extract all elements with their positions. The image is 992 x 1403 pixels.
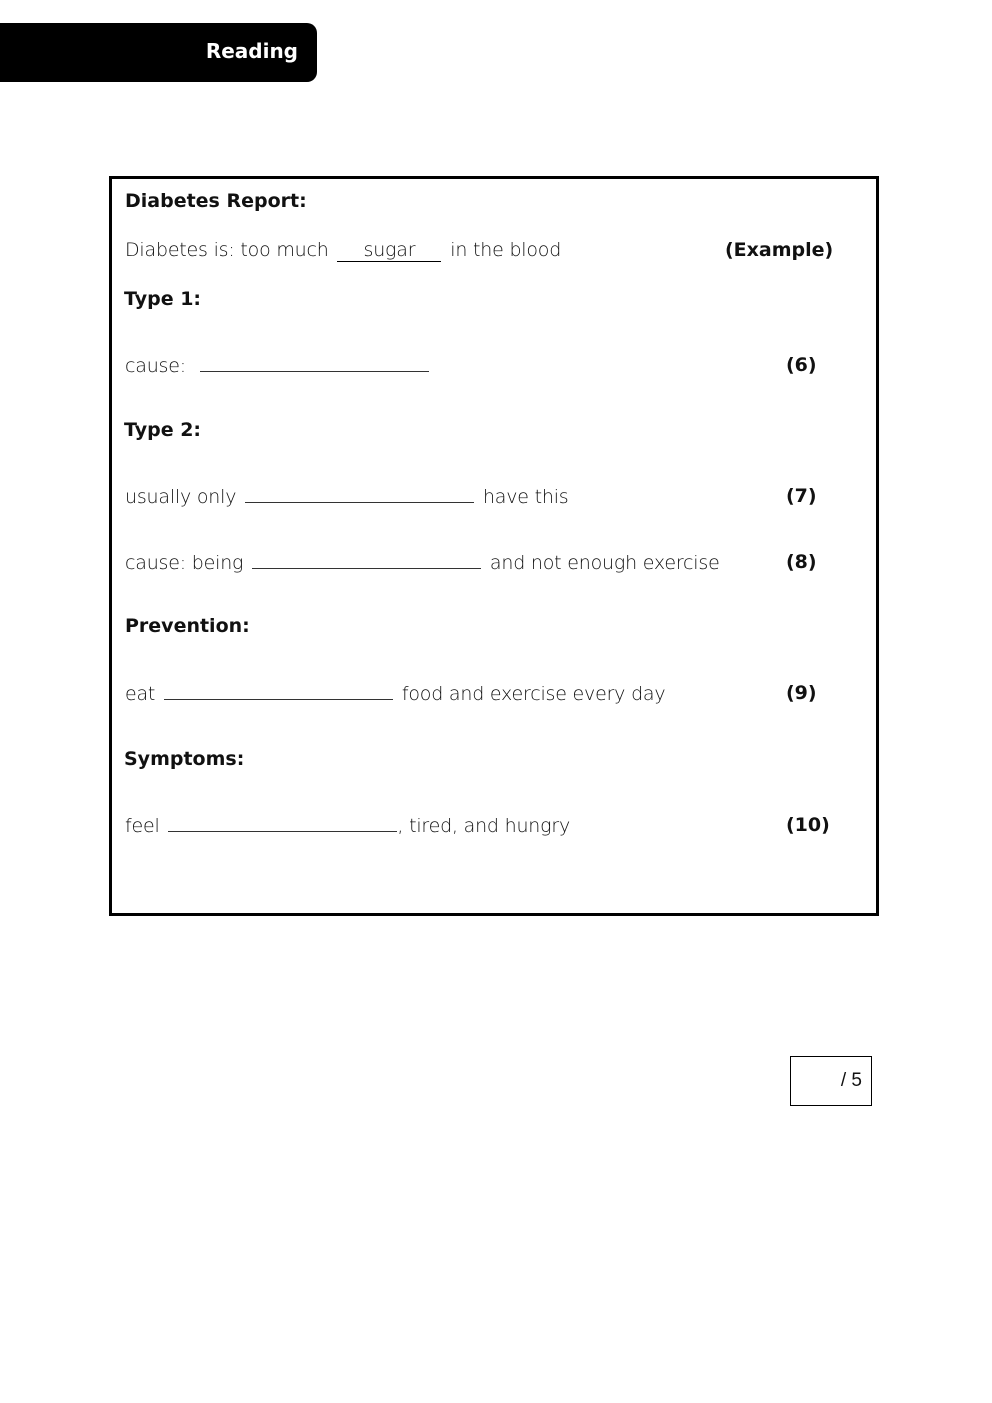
type1-cause-line [125, 353, 432, 378]
symptoms-suffix: , tired, and hungry [397, 815, 570, 837]
score-box[interactable] [790, 1056, 872, 1106]
type2-who-line [125, 484, 568, 509]
diabetes-report-box [109, 176, 879, 916]
example-prefix: Diabetes is: too much [125, 239, 329, 261]
answer-blank-10[interactable] [168, 813, 397, 832]
example-marker: (Example) [725, 239, 834, 261]
item-8-marker: (8) [786, 551, 817, 573]
report-title: Diabetes Report: [125, 190, 307, 212]
symptoms-heading: Symptoms: [124, 748, 245, 770]
section-tab-label: Reading [205, 39, 298, 63]
type2-who-prefix: usually only [125, 486, 237, 508]
section-tab [0, 23, 317, 82]
prevention-heading: Prevention: [125, 615, 250, 637]
type2-heading: Type 2: [124, 419, 202, 441]
item-6-marker: (6) [786, 354, 817, 376]
item-7-marker: (7) [786, 485, 817, 507]
item-10-marker: (10) [786, 814, 830, 836]
type2-who-suffix: have this [482, 486, 569, 508]
prevention-suffix: food and exercise every day [401, 683, 666, 705]
example-suffix: in the blood [450, 239, 562, 261]
answer-blank-8[interactable] [252, 550, 481, 569]
answer-blank-9[interactable] [164, 681, 393, 700]
type2-cause-suffix: and not enough exercise [489, 552, 720, 574]
type1-cause-prefix: cause: [125, 355, 186, 377]
example-line [125, 238, 561, 262]
answer-blank-6[interactable] [200, 353, 429, 372]
prevention-prefix: eat [125, 683, 156, 705]
score-label: / 5 [840, 1070, 862, 1091]
type2-cause-prefix: cause: being [125, 552, 244, 574]
answer-blank-7[interactable] [245, 484, 474, 503]
symptoms-line [125, 813, 570, 838]
symptoms-prefix: feel [125, 815, 160, 837]
example-answer: sugar [337, 239, 441, 262]
type1-heading: Type 1: [124, 288, 202, 310]
item-9-marker: (9) [786, 682, 817, 704]
type2-cause-line [125, 550, 720, 575]
prevention-line [125, 681, 665, 706]
